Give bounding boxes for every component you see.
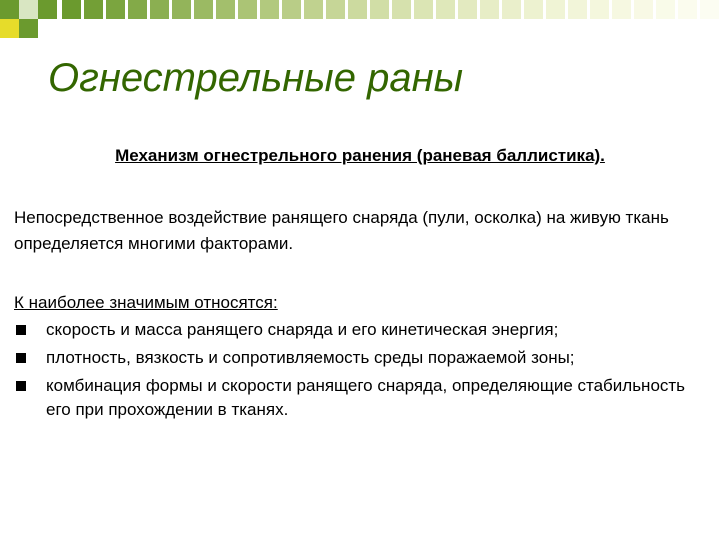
square-bullet-icon xyxy=(16,381,26,391)
square-pattern-graphic xyxy=(0,0,720,40)
slide-title: Огнестрельные раны xyxy=(48,56,464,100)
slide-subtitle: Механизм огнестрельного ранения (раневая баллистика). xyxy=(115,146,605,165)
list-item-text: скорость и масса ранящего снаряда и его кинетическая энергия; xyxy=(46,320,559,339)
square-bullet-icon xyxy=(16,325,26,335)
bullet-list xyxy=(14,318,714,426)
list-item xyxy=(14,374,714,422)
list-heading: К наиболее значимым относятся: xyxy=(14,293,278,312)
list-item xyxy=(14,346,714,370)
intro-paragraph: Непосредственное воздействие ранящего снаряда (пули, осколка) на живую ткань определяется многими факторами. xyxy=(14,208,669,253)
decorative-square-strip xyxy=(0,0,720,40)
square-bullet-icon xyxy=(16,353,26,363)
list-item-text: плотность, вязкость и сопротивляемость среды поражаемой зоны; xyxy=(46,348,575,367)
list-item-text: комбинация формы и скорости ранящего снаряда, определяющие стабильность его при прохождении в тканях. xyxy=(46,376,686,419)
list-item xyxy=(14,318,714,342)
